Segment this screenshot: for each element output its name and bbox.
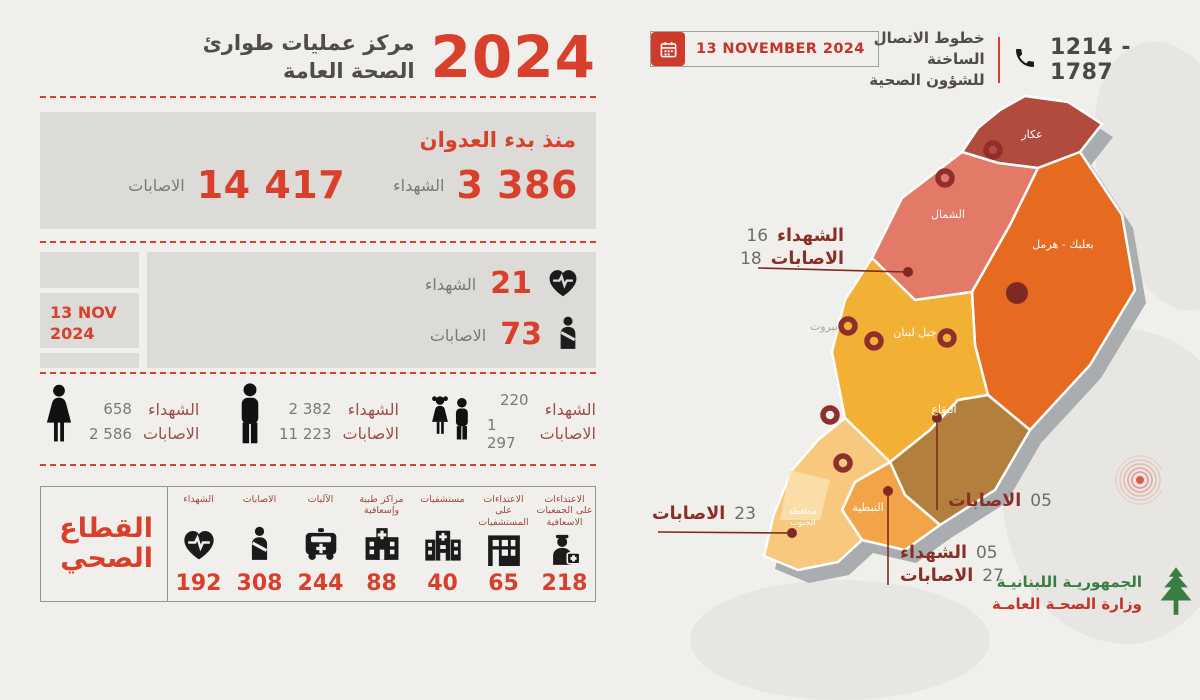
injuries-label: الاصابات (142, 423, 200, 443)
region-label-north: الشمال (931, 208, 965, 221)
since-martyrs-stat (393, 163, 578, 207)
region-label-south: الجنوب (790, 518, 816, 528)
martyrs-value: 2 382 (288, 399, 332, 418)
region-label-baalbek-hermel: بعلبك - هرمل (1032, 238, 1094, 251)
phone-icon (1013, 46, 1037, 74)
woman-icon (40, 384, 78, 458)
item-value: 218 (541, 570, 588, 596)
heart-pulse-icon (180, 527, 218, 565)
hotline-numbers: 1214 - 1787 (1049, 34, 1132, 85)
medical-center-icon (362, 527, 402, 565)
health-item-hospital-attacks (473, 487, 534, 601)
region-label-beirut: بيروت (809, 320, 839, 333)
item-label: مستشفيات (420, 494, 465, 505)
year-label: 2024 (430, 23, 596, 91)
item-label: الآليات (307, 494, 334, 505)
callout-num: 18 (740, 249, 762, 269)
divider (40, 372, 596, 374)
martyrs-label: الشهداء (148, 399, 200, 419)
injuries-value: 1 297 (487, 415, 516, 452)
hotline-title-line1: خطوط الاتصال الساخنة (873, 29, 985, 68)
man-icon (232, 383, 268, 459)
demographics-strip (40, 382, 596, 460)
ministry-logo-line1: الجمهوريـة اللبنانيـة (996, 572, 1142, 591)
health-sector-title (41, 487, 168, 601)
ministry-logo (992, 566, 1200, 620)
since-injuries-stat (128, 163, 346, 207)
item-label: الاصابات (242, 494, 277, 505)
calendar-icon (651, 32, 685, 66)
daily-date-line1: 13 NOV (50, 303, 117, 322)
ambulance-icon (301, 527, 341, 565)
divider (40, 464, 596, 466)
region-label-south: محافظة (788, 507, 818, 517)
injured-person-icon (247, 526, 272, 565)
ministry-logo-line2: وزارة الصحـة العامـة (992, 595, 1143, 613)
martyrs-value: 658 (103, 399, 132, 418)
injuries-value: 73 (500, 317, 542, 352)
item-value: 88 (366, 571, 397, 596)
martyrs-label: الشهداء (424, 274, 477, 294)
injuries-label: الاصابات (539, 423, 596, 443)
date-column-box (40, 293, 139, 348)
callout-southwest (652, 504, 756, 527)
daily-stats-panel (147, 252, 596, 368)
daily-injuries-stat (147, 316, 596, 354)
page-title (203, 29, 415, 86)
daily-martyrs-stat (147, 266, 596, 302)
item-value: 192 (175, 571, 222, 596)
attacked-hospital-icon (484, 532, 524, 570)
callout-label: الاصابات (948, 491, 1022, 511)
impact-target-icon (1116, 456, 1162, 504)
since-start-title: منذ بدء العدوان (419, 128, 576, 152)
callout-num: 05 (975, 543, 998, 563)
martyrs-value: 21 (490, 266, 532, 301)
item-value: 40 (427, 571, 458, 596)
region-label-nabatieh: النبطية (852, 501, 884, 514)
callout-label: الشهداء (777, 226, 844, 246)
strike-dot-solid (1006, 282, 1028, 304)
health-sector-title-line1: القطاع (59, 512, 153, 544)
callout-num: 16 (746, 226, 769, 246)
divider (40, 241, 596, 243)
injuries-value: 2 586 (89, 424, 132, 443)
item-label: مراكز طبية وإسعافية (359, 494, 404, 517)
children-stats (428, 391, 596, 452)
martyrs-label: الشهداء (347, 399, 399, 419)
region-label-mount-lebanon: جبل لبنان (893, 326, 937, 339)
injuries-value: 11 223 (279, 424, 332, 443)
injuries-value: 14 417 (196, 163, 346, 207)
women-stats (40, 384, 232, 458)
date-badge (650, 31, 879, 67)
injured-person-icon (556, 316, 580, 354)
date-badge-label: 13 NOVEMBER 2024 (696, 41, 865, 57)
hotline-title (850, 28, 985, 91)
callout-label: الاصابات (770, 249, 844, 269)
item-label: الاعتداءات على المستشفيات (478, 494, 529, 528)
date-column-box (40, 252, 139, 288)
martyrs-value: 220 (499, 390, 529, 409)
divider (40, 96, 596, 98)
date-column-box (40, 353, 139, 368)
callout-label: الاصابات (900, 566, 974, 586)
injuries-label: الاصابات (342, 423, 399, 443)
heart-pulse-icon (546, 266, 580, 302)
health-item-martyrs (168, 487, 229, 601)
callout-num: 27 (982, 566, 1004, 586)
children-icon (428, 393, 476, 449)
since-start-panel (40, 112, 596, 229)
hotline-block (850, 28, 1168, 91)
martyrs-label: الشهداء (544, 399, 596, 419)
daily-date-line2: 2024 (50, 323, 95, 343)
health-item-injuries (229, 487, 290, 601)
region-label-akkar: عكار (1021, 128, 1043, 141)
page-title-line2: الصحة العامة (283, 59, 415, 83)
callout-label: الاصابات (652, 504, 726, 524)
daily-date (40, 293, 139, 345)
region-label-bekaa: البقاع (931, 403, 957, 416)
injuries-label: الاصابات (128, 175, 185, 195)
page-header (40, 20, 596, 94)
paramedic-icon (546, 532, 584, 570)
callout-label: الشهداء (900, 543, 967, 563)
health-item-hospitals (412, 487, 473, 601)
callout-north (728, 226, 844, 272)
cedar-logo-icon (1152, 566, 1200, 620)
health-item-ems-attacks (534, 487, 595, 601)
health-sector-panel (40, 486, 596, 602)
health-sector-title-line2: الصحي (60, 543, 153, 574)
item-value: 308 (236, 571, 283, 596)
hospital-icon (422, 527, 464, 565)
divider (998, 37, 1000, 83)
item-value: 65 (488, 570, 519, 596)
health-item-vehicles (290, 487, 351, 601)
page-title-line1: مركز عمليات طوارئ (202, 30, 415, 55)
item-value: 244 (297, 571, 344, 596)
men-stats (232, 383, 428, 459)
callout-num: 05 (1030, 491, 1052, 511)
health-item-medical-centers (351, 487, 412, 601)
martyrs-value: 3 386 (456, 163, 578, 207)
item-label: الاعتداءات على الجمعيات الاسعافية (536, 494, 593, 528)
item-label: الشهداء (183, 494, 214, 505)
hotline-title-line2: للشؤون الصحية (869, 71, 985, 89)
callout-num: 23 (734, 504, 756, 524)
callout-south (900, 543, 1004, 589)
injuries-label: الاصابات (429, 325, 487, 345)
callout-bekaa (948, 491, 1052, 514)
martyrs-label: الشهداء (393, 175, 445, 195)
